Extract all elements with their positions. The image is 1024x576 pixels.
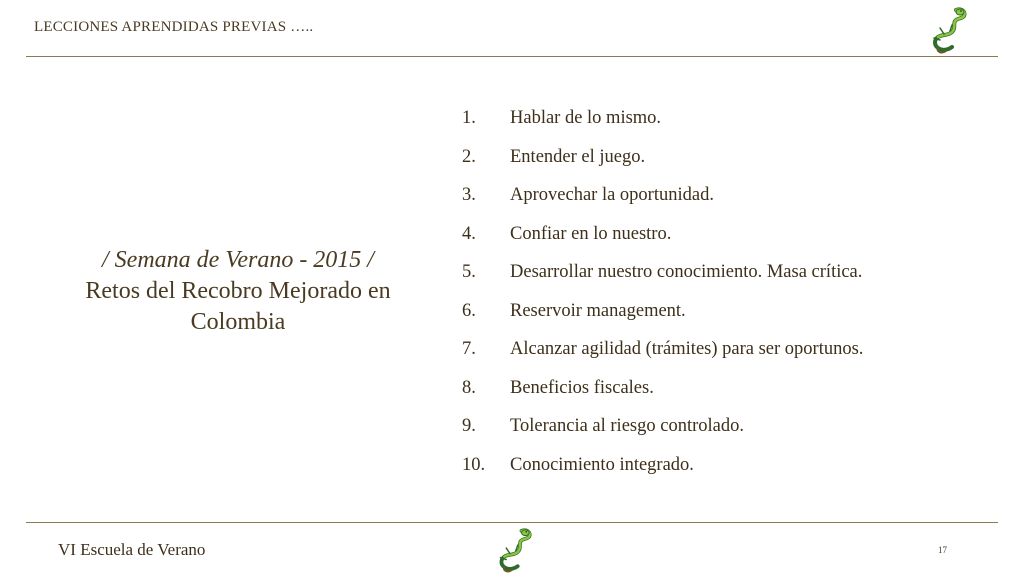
list-item-number: 7.: [462, 339, 476, 359]
list-item: [462, 105, 863, 144]
list-item: [462, 144, 863, 183]
list-item-text: Conocimiento integrado.: [510, 454, 694, 475]
list-item: [462, 182, 863, 221]
list-item-text: Confiar en lo nuestro.: [510, 223, 672, 244]
list-item-number: 5.: [462, 262, 476, 282]
subtitle-line-1: / Semana de Verano - 2015 /: [102, 247, 374, 273]
slide-subtitle: [40, 245, 436, 338]
list-item-text: Aprovechar la oportunidad.: [510, 185, 714, 205]
list-item-number: 3.: [462, 185, 476, 205]
list-item: [462, 413, 863, 452]
footer-divider: [26, 522, 998, 523]
lessons-list: [462, 105, 863, 490]
list-item: [462, 375, 863, 414]
list-item-number: 2.: [462, 146, 476, 167]
list-item-text: Tolerancia al riesgo controlado.: [510, 416, 744, 436]
list-item: [462, 259, 863, 298]
list-item-number: 4.: [462, 223, 476, 244]
list-item-text: Desarrollar nuestro conocimiento. Masa crítica.: [510, 262, 863, 282]
list-item-number: 8.: [462, 377, 476, 398]
footer-text: VI Escuela de Verano: [58, 540, 206, 559]
list-item-text: Beneficios fiscales.: [510, 377, 654, 398]
iguana-logo-icon: [922, 4, 968, 54]
header-divider: [26, 56, 998, 57]
list-item-number: 10.: [462, 454, 486, 475]
list-item-number: 1.: [462, 108, 476, 128]
list-item-number: 9.: [462, 416, 476, 436]
list-item: [462, 336, 863, 375]
list-item-text: Alcanzar agilidad (trámites) para ser oportunos.: [510, 339, 864, 359]
list-item-text: Entender el juego.: [510, 146, 646, 167]
list-item-number: 6.: [462, 300, 476, 321]
page-number: 17: [938, 545, 947, 555]
iguana-logo-icon: [489, 525, 533, 573]
header-title: LECCIONES APRENDIDAS PREVIAS …..: [34, 19, 314, 35]
list-item: [462, 221, 863, 260]
list-item-text: Reservoir management.: [510, 300, 686, 321]
list-item: [462, 452, 863, 491]
list-item-text: Hablar de lo mismo.: [510, 108, 662, 128]
subtitle-line-2: Retos del Recobro Mejorado en Colombia: [85, 278, 391, 335]
list-item: [462, 298, 863, 337]
